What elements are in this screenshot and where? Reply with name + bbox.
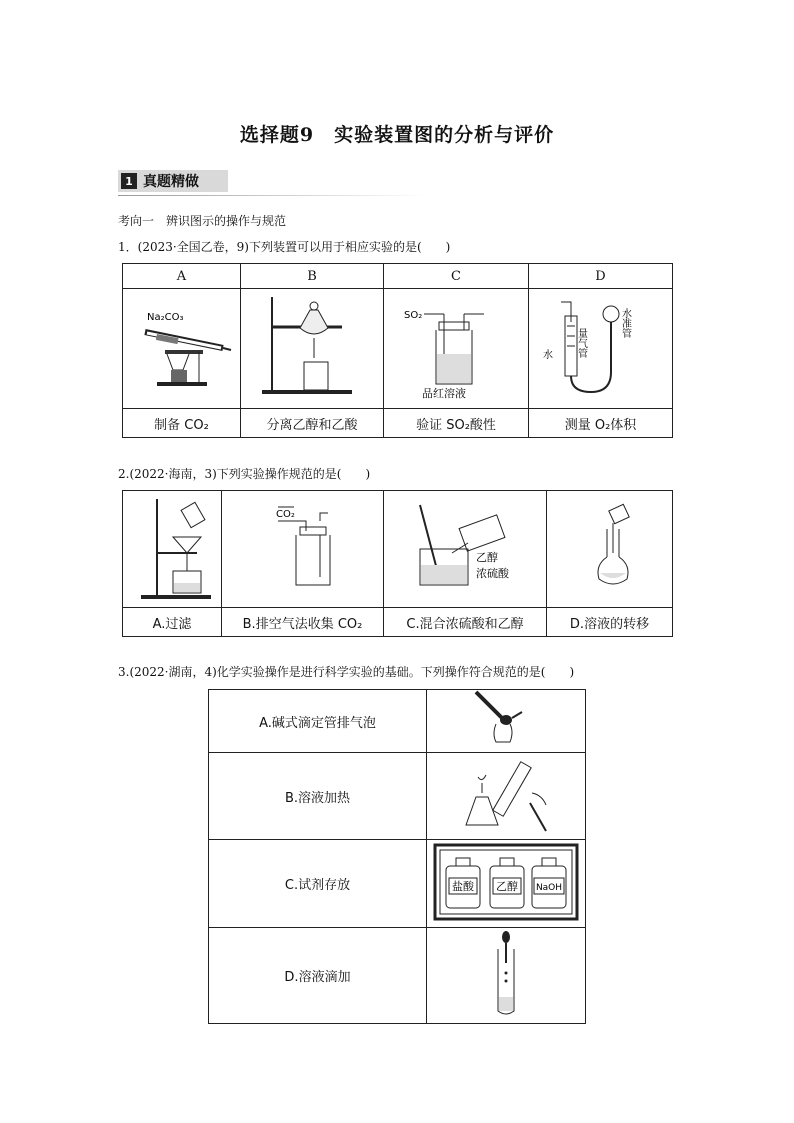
reagent-label: Na₂CO₃ [146,311,183,323]
section-header [118,170,228,192]
q1-header-b: B [241,264,384,289]
q2-image-b [222,491,384,608]
q2-image-a [123,491,222,608]
q1-caption-b: 分离乙醇和乙酸 [241,409,384,438]
q1-caption-d: 测量 O₂体积 [529,409,673,438]
question-2-stem: 2.(2022·海南，3)下列实验操作规范的是( ) [118,467,371,481]
gas-label-so2: SO₂ [404,309,423,321]
bottle-label-2: 乙醇 [496,879,518,893]
section-badge: 1 [121,173,137,189]
q3-row-d-label: D.溶液滴加 [209,928,427,1024]
q1-image-b [241,289,384,409]
question-2-table [122,490,673,637]
q3-row-c-label: C.试剂存放 [209,840,427,928]
q1-image-d [529,289,673,409]
sulfuric-acid-label: 浓硫酸 [476,567,509,580]
bottle-label-3: NaOH [535,882,563,893]
question-1-table [122,263,673,438]
question-1-stem: 1．(2023·全国乙卷，9)下列装置可以用于相应实验的是( ) [118,240,451,254]
q3-row-a-image [427,690,586,753]
q3-row-c-image [427,840,586,928]
q3-row-b-label: B.溶液加热 [209,753,427,840]
gas-collection-figure [228,491,378,603]
bottle-2 [490,858,524,908]
ethanol-label: 乙醇 [476,551,498,564]
gas-washing-bottle-figure [396,292,516,402]
q1-header-d: D [529,264,673,289]
q1-header-c: C [384,264,529,289]
q2-image-d [547,491,673,608]
section-label: 真题精做 [143,174,199,190]
solution-label: 品红溶液 [422,386,466,400]
q2-caption-d: D.溶液的转移 [547,608,673,637]
volumetric-flask-figure [555,491,665,603]
level-tube-label: 水准管 [619,307,630,338]
bottle-3 [532,858,566,908]
q1-caption-c: 验证 SO₂酸性 [384,409,529,438]
q2-caption-b: B.排空气法收集 CO₂ [222,608,384,637]
q2-image-c [384,491,547,608]
burette-bubble-figure [466,690,546,748]
bottle-1 [446,858,480,908]
section-divider [118,195,428,196]
page-title: 选择题9 实验装置图的分析与评价 [239,124,555,146]
q3-row-a-label: A.碱式滴定管排气泡 [209,690,427,753]
q1-image-a [123,289,241,409]
q1-header-a: A [123,264,241,289]
gauge-label: 量气管 [575,327,586,358]
q3-row-b-image [427,753,586,840]
co2-generator-figure [127,292,237,402]
q1-caption-a: 制备 CO₂ [123,409,241,438]
question-3-stem: 3.(2022·湖南，4)化学实验操作是进行科学实验的基础。下列操作符合规范的是( ) [118,665,575,679]
dropper-figure [476,929,536,1019]
separating-funnel-figure [252,292,372,402]
mixing-acid-figure [390,491,540,603]
bottle-label-1: 盐酸 [452,879,474,893]
q2-caption-c: C.混合浓硫酸和乙醇 [384,608,547,637]
water-label: 水 [542,349,553,361]
question-3-table [208,689,586,1024]
q2-caption-a: A.过滤 [123,608,222,637]
heating-solution-figure [446,753,566,835]
gas-label-co2: CO₂ [275,509,295,520]
q1-image-c [384,289,529,409]
reagent-storage-figure [432,842,580,922]
q3-row-d-image [427,928,586,1024]
filtration-figure [127,491,217,603]
gas-measuring-figure [541,292,661,402]
topic-heading: 考向一 辨识图示的操作与规范 [118,214,287,228]
